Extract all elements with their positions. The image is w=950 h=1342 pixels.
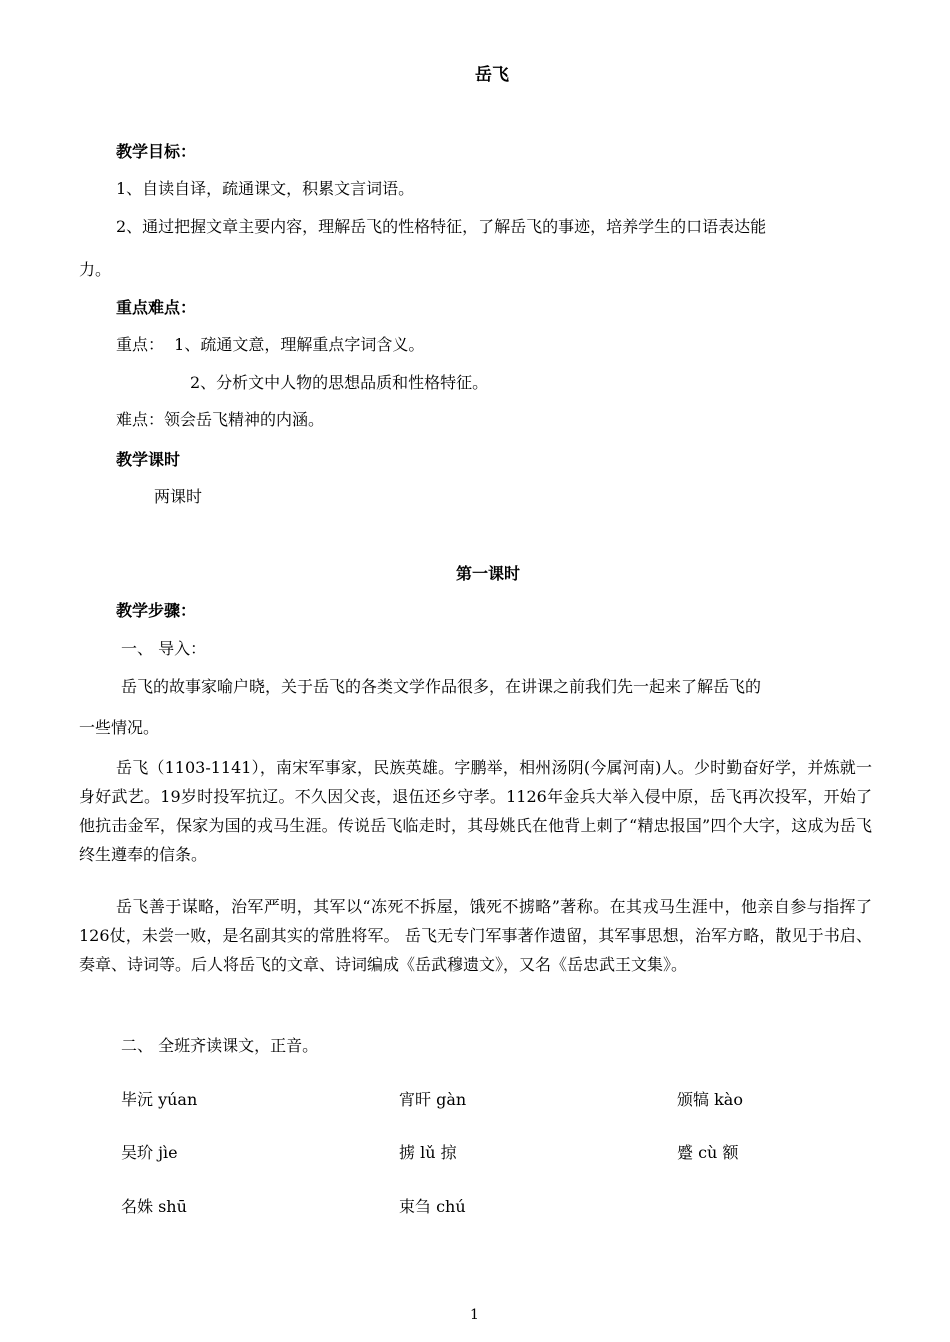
- intro-line-1: 岳飞的故事家喻户晓，关于岳飞的各类文学作品很多，在讲课之前我们先一起来了解岳飞的: [121, 677, 762, 696]
- page-number: 1: [470, 1307, 479, 1323]
- vocab-item: 吴玠 jìe: [121, 1143, 178, 1162]
- objectives-heading: 教学目标：: [116, 142, 197, 161]
- intro-line-2: 一些情况。: [79, 718, 160, 737]
- vocab-item: 掳 lǔ 掠: [399, 1143, 457, 1162]
- vocab-item: 宵旰 gàn: [399, 1090, 467, 1109]
- step-1-heading: 一、 导入：: [121, 639, 207, 658]
- objective-item-2-line-2: 力。: [79, 260, 112, 279]
- biography-paragraph-2: 岳飞善于谋略，治军严明，其军以“冻死不拆屋，饿死不掳略”著称。在其戎马生涯中，他亲自参与指挥了126仗，未尝一败，是名副其实的常胜将军。 岳飞无专门军事著作遗留，其军事思想，治军方略，散见于书启、奏章、诗词等。后人将岳飞的文章、诗词编成《岳武穆遗文》，又名《岳忠武王文集》。: [79, 897, 872, 974]
- objective-item-2-line-1: 2、通过把握文章主要内容，理解岳飞的性格特征，了解岳飞的事迹，培养学生的口语表达能: [116, 217, 767, 236]
- hours-heading: 教学课时: [116, 450, 181, 469]
- key-points-heading: 重点难点：: [116, 298, 197, 317]
- difficulty-point: 难点：领会岳飞精神的内涵。: [116, 410, 325, 429]
- vocab-item: 名姝 shū: [121, 1197, 187, 1216]
- step-2-heading: 二、 全班齐读课文，正音。: [121, 1036, 319, 1055]
- vocab-item: 颁犒 kào: [677, 1090, 743, 1109]
- key-point-1: 重点： 1、疏通文意，理解重点字词含义。: [116, 335, 425, 354]
- hours-value: 两课时: [154, 487, 203, 506]
- objective-item-1: 1、自读自译，疏通课文，积累文言词语。: [116, 179, 415, 198]
- vocab-item: 束刍 chú: [399, 1197, 466, 1216]
- vocab-item: 蹙 cù 额: [677, 1143, 739, 1162]
- key-point-2: 2、分析文中人物的思想品质和性格特征。: [190, 373, 489, 392]
- biography-paragraph-1: 岳飞（1103-1141），南宋军事家，民族英雄。字鹏举，相州汤阴(今属河南)人。少时勤奋好学，并炼就一身好武艺。19岁时投军抗辽。不久因父丧，退伍还乡守孝。1126年金兵大举入侵中原，岳飞再次投军，开始了他抗击金军，保家为国的戎马生涯。传说岳飞临走时，其母姚氏在他背上刺了“精忠报国”四个大字，这成为岳飞终生遵奉的信条。: [79, 758, 872, 864]
- steps-heading: 教学步骤：: [116, 601, 197, 620]
- vocab-item: 毕沅 yúan: [121, 1090, 198, 1109]
- lesson-1-heading: 第一课时: [456, 564, 521, 583]
- document-title: 岳飞: [475, 65, 509, 85]
